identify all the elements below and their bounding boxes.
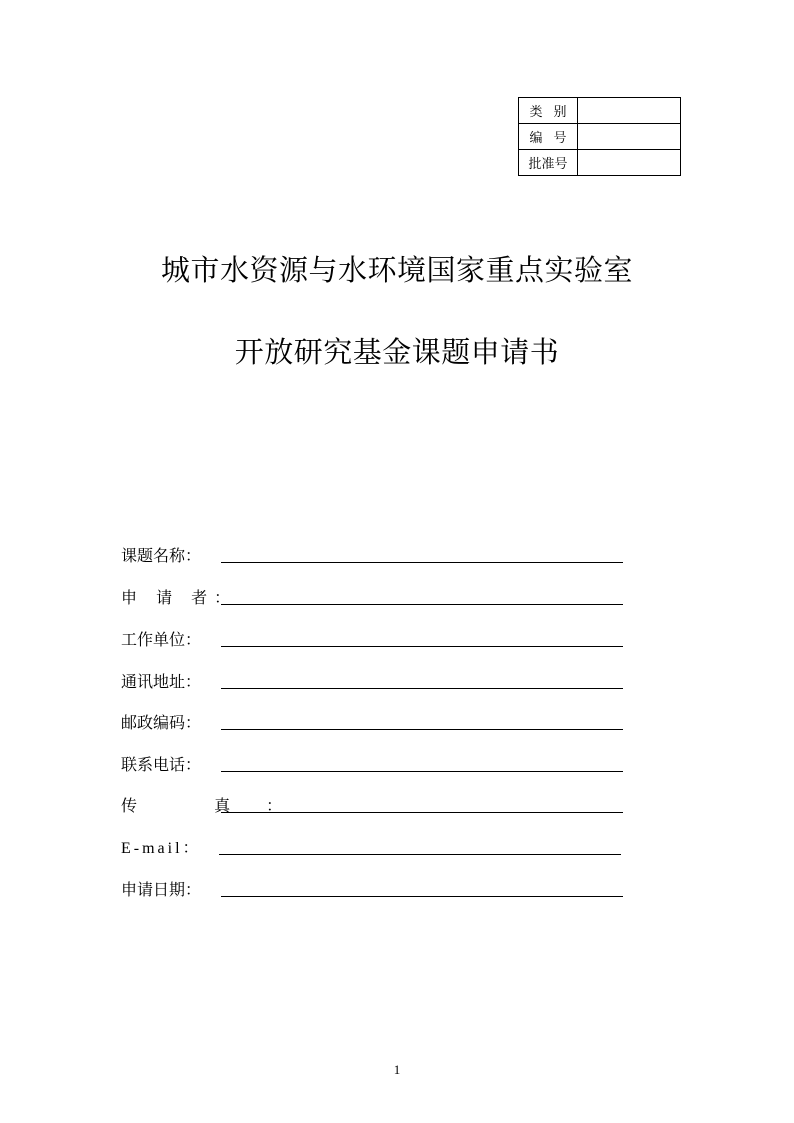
postal-code-input-line[interactable] <box>221 729 623 730</box>
page-number: 1 <box>393 1062 401 1077</box>
document-title-line2: 开放研究基金课题申请书 <box>234 335 560 369</box>
applicant-label: 申 请 者： <box>121 588 238 607</box>
category-value-cell[interactable] <box>578 98 681 124</box>
category-label: 类别 <box>519 98 578 124</box>
number-label: 编号 <box>519 124 578 150</box>
document-title-line1: 城市水资源与水环境国家重点实验室 <box>160 253 633 287</box>
phone-input-line[interactable] <box>221 771 623 772</box>
approval-number-value-cell[interactable] <box>578 150 681 176</box>
work-unit-label: 工作单位： <box>121 630 202 649</box>
fax-input-line[interactable] <box>221 812 623 813</box>
applicant-input-line[interactable] <box>221 604 623 605</box>
email-input-line[interactable] <box>219 854 621 855</box>
project-name-label: 课题名称： <box>121 546 202 565</box>
postal-code-field <box>121 707 631 733</box>
project-name-field <box>121 540 631 566</box>
number-row <box>519 124 681 150</box>
mailing-address-input-line[interactable] <box>221 688 623 689</box>
approval-number-row <box>519 150 681 176</box>
project-name-input-line[interactable] <box>221 562 623 563</box>
fax-label: 传 真： <box>121 796 319 815</box>
category-table <box>518 97 681 176</box>
work-unit-field <box>121 624 631 650</box>
postal-code-label: 邮政编码： <box>121 713 202 732</box>
application-date-field <box>121 874 631 900</box>
fax-field <box>121 790 631 816</box>
applicant-field <box>121 582 631 608</box>
category-row <box>519 98 681 124</box>
number-value-cell[interactable] <box>578 124 681 150</box>
mailing-address-field <box>121 666 631 692</box>
application-date-input-line[interactable] <box>221 896 623 897</box>
email-label: E-mail： <box>121 840 202 857</box>
mailing-address-label: 通讯地址： <box>121 672 202 691</box>
approval-number-label: 批准号 <box>519 150 578 176</box>
phone-field <box>121 749 631 775</box>
phone-label: 联系电话： <box>121 755 202 774</box>
application-date-label: 申请日期： <box>121 880 202 899</box>
email-field <box>121 832 631 858</box>
work-unit-input-line[interactable] <box>221 646 623 647</box>
